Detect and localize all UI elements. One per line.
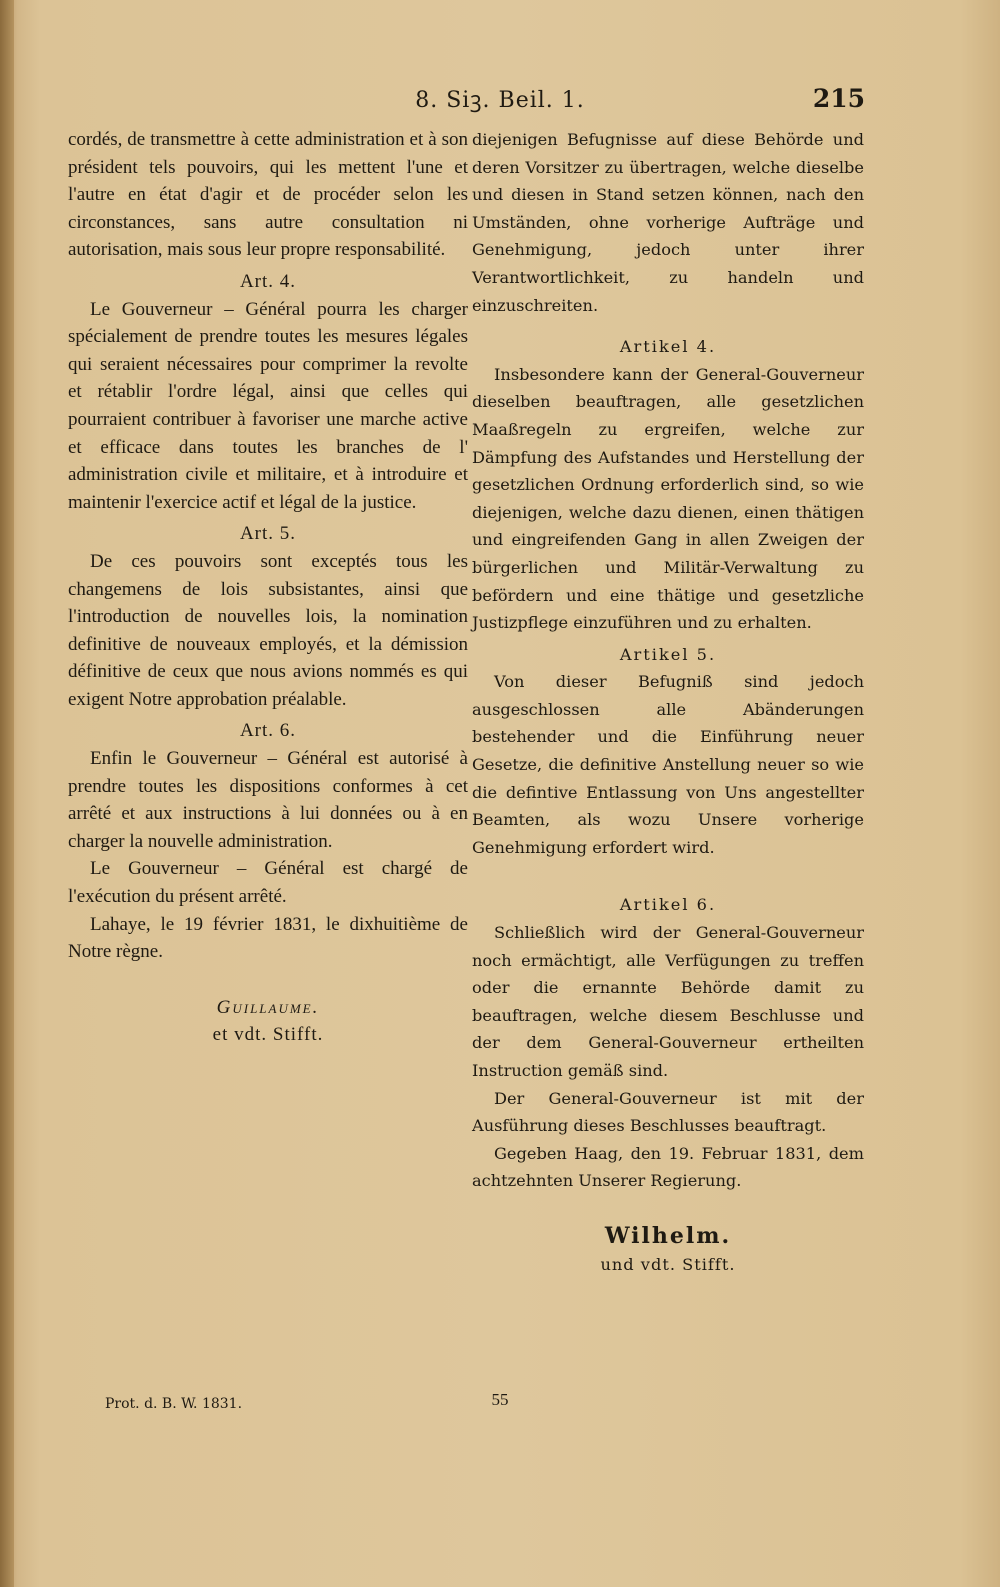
german-date-text: Gegeben Haag, den 19. Februar 1831, dem achtzehnten Unserer Regierung. [472, 1143, 864, 1191]
german-exec-text: Der General-Gouverneur ist mit der Ausführung dieses Beschlusses beauftragt. [472, 1088, 864, 1136]
french-art5-text: De ces pouvoirs sont exceptés tous les changemens de lois subsistantes, ainsi que l'introduction de nouvelles lois, la nomination definitive de nouveaux employés, et la démission définitive de ceux que nous avions nommés es qui exigent Notre approbation préalable. [68, 550, 468, 710]
french-art4-title: Art. 4. [239, 270, 297, 292]
german-art4-text: Insbesondere kann der General-Gouverneur dieselben beauftragen, alle gesetzlichen Maaßregeln zu ergreifen, welche zur Dämpfung des Aufstandes und Herstellung der gesetzlichen Ordnung erforderlich sind, so wie diejenigen, welche dazu dienen, einen thätigen und eingreifenden Gang in allen Zweigen der bürgerlichen und Militär-Verwaltung zu befördern und eine thätige und gesetzliche Justizpflege einzuführen und zu erhalten. [472, 364, 864, 633]
running-title: 8. Siꝫ. Beil. 1. [415, 88, 585, 113]
german-countersign: und vdt. Stifft. [600, 1254, 736, 1274]
french-column [68, 126, 468, 1049]
french-art4-text: Le Gouverneur – Général pourra les charger spécialement de prendre toutes les mesures légales qui seraient nécessaires pour comprimer la revolte et rétablir l'ordre légal, ainsi que celles qui pourraient contribuer à favoriser une marche active et efficace dans toutes les branches de l' administration civile et militaire, et à introduire et maintenir l'exercice actif et légal de la justice. [68, 298, 468, 513]
french-countersign: et vdt. Stifft. [212, 1024, 324, 1046]
german-signature: Wilhelm. [604, 1222, 732, 1249]
german-art4-title: Artikel 4. [619, 337, 717, 357]
german-art6-title: Artikel 6. [619, 895, 717, 915]
german-column [472, 126, 864, 1278]
german-art5-text: Von dieser Befugniß sind jedoch ausgeschlossen alle Abänderungen bestehender und die Einführung neuer Gesetze, die definitive Anstellung neuer so wie die defintive Entlassung von Uns angestellter Beamten, als wozu Unsere vorherige Genehmigung erfordert wird. [472, 672, 864, 857]
french-intro: cordés, de transmettre à cette administration et à son président tels pouvoirs, qui les mettent l'une et l'autre en état d'agir et de procéder selon les circonstances, sans autre consultation ni autorisation, mais sous leur propre responsabilité. [68, 129, 468, 261]
french-exec-text: Le Gouverneur – Général est chargé de l'exécution du présent arrêté. [68, 858, 468, 908]
binding-edge [0, 0, 14, 1587]
german-art6-text: Schließlich wird der General-Gouverneur noch ermächtigt, alle Verfügungen zu treffen oder die ernannte Behörde damit zu beauftragen, welche diesem Beschlusse und der dem General-Gouverneur ertheilten Instruction gemäß sind. [472, 923, 864, 1080]
french-art5-title: Art. 5. [239, 523, 297, 545]
german-art5-title: Artikel 5. [619, 644, 717, 664]
footer-signature-mark: 55 [491, 1390, 509, 1409]
french-date-text: Lahaye, le 19 février 1831, le dixhuitième de Notre règne. [68, 913, 468, 963]
page-number: 215 [812, 84, 865, 113]
french-signature: Guillaume. [216, 996, 320, 1018]
french-art6-text: Enfin le Gouverneur – Général est autorisé à prendre toutes les dispositions conformes à cet arrêté et aux instructions à lui données ou à en charger la nouvelle administration. [68, 748, 468, 852]
german-intro: diejenigen Befugnisse auf diese Behörde und deren Vorsitzer zu übertragen, welche dieselbe und diesen in Stand setzen können, nach den Umständen, ohne vorherige Aufträge und Genehmigung, jedoch unter ihrer Verantwortlichkeit, zu handeln und einzuschreiten. [472, 130, 864, 315]
footer-reference: Prot. d. B. W. 1831. [105, 1396, 243, 1412]
french-art6-title: Art. 6. [239, 720, 297, 742]
